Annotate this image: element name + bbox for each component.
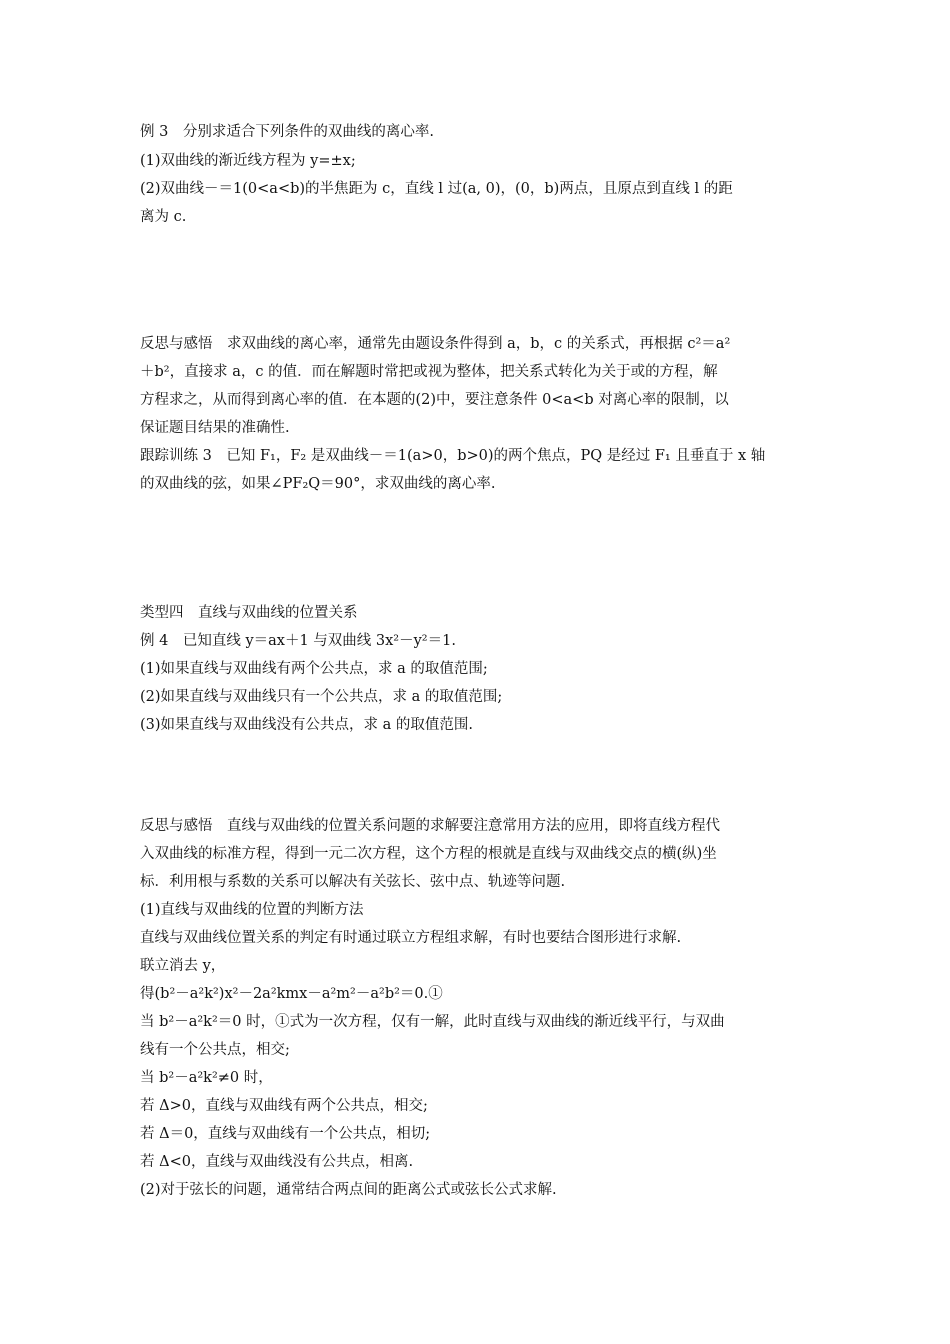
example3-item2-line2: 离为 c. [140, 209, 187, 225]
reflection4-line11: 若 Δ>0，直线与双曲线有两个公共点，相交; [140, 1098, 428, 1114]
reflection4-line9: 线有一个公共点，相交; [140, 1042, 290, 1058]
reflection4-line13: 若 Δ<0，直线与双曲线没有公共点，相离. [140, 1154, 414, 1170]
reflection4-line7: 得(b²－a²k²)x²－2a²kmx－a²m²－a²b²＝0.① [140, 986, 443, 1002]
example3-title: 例 3 分别求适合下列条件的双曲线的离心率. [140, 124, 434, 140]
reflection4-line14: (2)对于弦长的问题，通常结合两点间的距离公式或弦长公式求解. [140, 1182, 557, 1198]
reflection3-line4: 保证题目结果的准确性. [140, 420, 290, 436]
example4-q3: (3)如果直线与双曲线没有公共点，求 a 的取值范围. [140, 717, 474, 733]
example4-q1: (1)如果直线与双曲线有两个公共点，求 a 的取值范围; [140, 661, 488, 677]
reflection4-line2: 入双曲线的标准方程，得到一元二次方程，这个方程的根就是直线与双曲线交点的横(纵)坐 [140, 846, 717, 862]
example3-item1: (1)双曲线的渐近线方程为 y=±x; [140, 153, 356, 169]
reflection4-line10: 当 b²－a²k²≠0 时， [140, 1070, 273, 1086]
reflection4-line8: 当 b²－a²k²＝0 时，①式为一次方程，仅有一解，此时直线与双曲线的渐近线平行，与双曲 [140, 1014, 725, 1030]
reflection4-line5: 直线与双曲线位置关系的判定有时通过联立方程组求解，有时也要结合图形进行求解. [140, 930, 682, 946]
reflection4-line1: 反思与感悟 直线与双曲线的位置关系问题的求解要注意常用方法的应用，即将直线方程代 [140, 818, 720, 834]
example3-item2-line1: (2)双曲线－＝1(0<a<b)的半焦距为 c，直线 l 过(a, 0)，(0，b)两点，且原点到直线 l 的距 [140, 181, 733, 197]
reflection3-line3: 方程求之，从而得到离心率的值．在本题的(2)中，要注意条件 0<a<b 对离心率的限制，以 [140, 392, 729, 408]
reflection4-line4: (1)直线与双曲线的位置的判断方法 [140, 902, 364, 918]
reflection4-line6: 联立消去 y， [140, 958, 226, 974]
reflection4-line3: 标．利用根与系数的关系可以解决有关弦长、弦中点、轨迹等问题. [140, 874, 566, 890]
example4-q2: (2)如果直线与双曲线只有一个公共点，求 a 的取值范围; [140, 689, 503, 705]
type4-heading: 类型四 直线与双曲线的位置关系 [140, 605, 358, 621]
training3-line1: 跟踪训练 3 已知 F₁，F₂ 是双曲线－＝1(a>0，b>0)的两个焦点，PQ 是经过 F₁ 且垂直于 x 轴 [140, 448, 766, 464]
example4-title: 例 4 已知直线 y＝ax＋1 与双曲线 3x²－y²＝1. [140, 633, 456, 649]
training3-line2: 的双曲线的弦，如果∠PF₂Q＝90°，求双曲线的离心率. [140, 476, 496, 492]
reflection4-line12: 若 Δ＝0，直线与双曲线有一个公共点，相切; [140, 1126, 431, 1142]
reflection3-line1: 反思与感悟 求双曲线的离心率，通常先由题设条件得到 a，b，c 的关系式，再根据 c²＝a² [140, 336, 731, 352]
reflection3-line2: ＋b²，直接求 a，c 的值．而在解题时常把或视为整体，把关系式转化为关于或的方程，解 [140, 364, 718, 380]
